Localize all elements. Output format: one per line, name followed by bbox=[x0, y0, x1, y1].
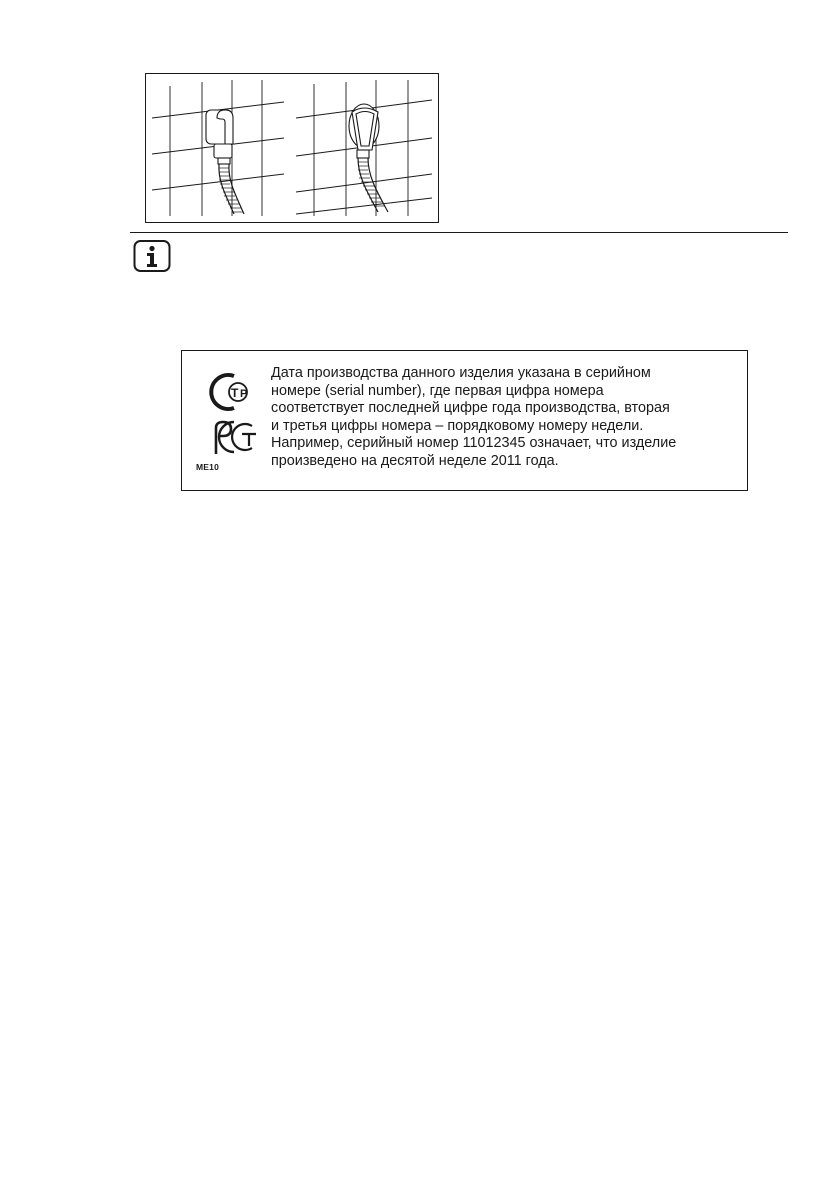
svg-text:P: P bbox=[240, 388, 248, 400]
certification-code: ME10 bbox=[196, 462, 220, 472]
shower-hose-illustration bbox=[145, 73, 439, 223]
serial-text-line: номере (serial number), где первая цифра номера bbox=[271, 382, 604, 399]
info-icon bbox=[133, 239, 173, 273]
serial-text-line: соответствует последней цифре года производства, вторая bbox=[271, 400, 670, 417]
serial-text-line: Например, серийный номер 11012345 означает, что изделие bbox=[271, 435, 677, 452]
serial-text-line: и третья цифры номера – порядковому номеру недели. bbox=[271, 417, 644, 434]
serial-text-line: произведено на десятой неделе 2011 года. bbox=[271, 452, 559, 469]
serial-number-info-box bbox=[181, 350, 748, 491]
eac-certification-mark bbox=[204, 370, 266, 462]
wall-mounted-hose-drawing bbox=[146, 74, 438, 222]
serial-number-explanation bbox=[271, 365, 743, 471]
svg-text:T: T bbox=[231, 386, 239, 400]
section-divider bbox=[130, 232, 788, 233]
serial-text-line: Дата производства данного изделия указана в серийном bbox=[271, 365, 651, 381]
